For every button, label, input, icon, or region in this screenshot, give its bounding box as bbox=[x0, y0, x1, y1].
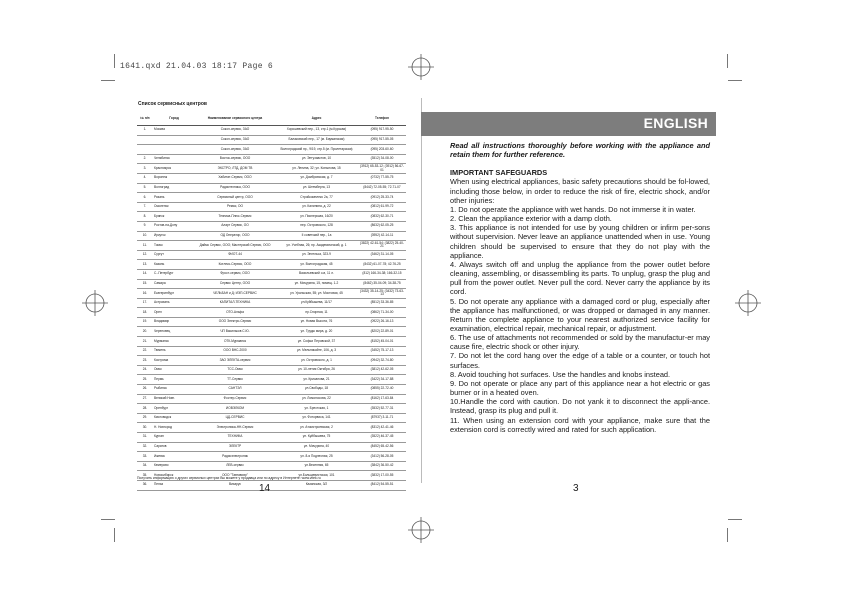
table-cell: ЧЕЛЬБАН и Д; ИЭП-СЕРВИС bbox=[195, 289, 275, 299]
table-cell: Тюмень bbox=[153, 346, 195, 356]
table-row bbox=[137, 385, 406, 395]
table-row bbox=[137, 423, 406, 433]
table-row bbox=[137, 202, 406, 212]
table-cell: Сервисный центр, ООО bbox=[195, 193, 275, 203]
table-cell: Великий Новг. bbox=[153, 394, 195, 404]
table-cell: Сокол-сервис, ЗАО bbox=[195, 126, 275, 136]
table-cell: 1. bbox=[137, 126, 153, 136]
table-cell: Брянск bbox=[153, 212, 195, 222]
table-cell: 2. bbox=[137, 154, 153, 164]
table-cell: ЧП Васильков С.Ю. bbox=[195, 327, 275, 337]
table-cell: ул. Ломоносова, 22 bbox=[275, 394, 358, 404]
table-cell: Сокол-сервис, ЗАО bbox=[195, 135, 275, 145]
table-cell: 22. bbox=[137, 346, 153, 356]
table-cell: САНТЭЛ bbox=[195, 385, 275, 395]
table-row bbox=[137, 126, 406, 136]
table-cell: Васильевский о-в, 11 л. bbox=[275, 269, 358, 279]
table-row bbox=[137, 298, 406, 308]
table-cell: Владимир bbox=[153, 317, 195, 327]
table-cell: Визарус bbox=[195, 480, 275, 490]
table-row bbox=[137, 337, 406, 347]
table-cell: Радиоэлектроник bbox=[195, 452, 275, 462]
registration-mark-bottom-icon bbox=[408, 517, 434, 543]
safeguard-item: 6. The use of attachments not recommended or sold by the manufactur-er may cause fire, electric shock or other injury. bbox=[450, 333, 710, 352]
table-cell: 14. bbox=[137, 269, 153, 279]
table-cell: ЭКСТРО, ЛТД, ДОМ ТВ bbox=[195, 164, 275, 174]
table-cell: ул. Уральская, 55; ул. Мостовая, 45 bbox=[275, 289, 358, 299]
language-label: ENGLISH bbox=[643, 115, 708, 131]
page-number-left: 14 bbox=[259, 483, 271, 494]
service-centers-table bbox=[137, 113, 406, 491]
safeguard-item: 4. Always switch off and unplug the appliance from the power outlet before cleaning, assembling, or disassembling its parts. To unplug, grasp the plug and pull from the power outlet. Never pull the cord. Never carry the appliance by its cord. bbox=[450, 259, 710, 297]
safeguards-heading: IMPORTANT SAFEGUARDS bbox=[450, 168, 548, 178]
table-cell: (8512) 33-36-85 bbox=[358, 298, 406, 308]
column-header: Наименование сервисного центра bbox=[195, 113, 275, 126]
table-cell: 31. bbox=[137, 433, 153, 443]
table-cell: (8432) 61-07-78; 42-76-25 bbox=[358, 260, 406, 270]
table-body bbox=[137, 126, 406, 491]
table-cell: Новосибирск bbox=[153, 471, 195, 481]
table-cell: Смоленск bbox=[153, 202, 195, 212]
table-cell: ул. Фоторвиса, 141 bbox=[275, 413, 358, 423]
safeguards-intro: When using electrical appliances, basic safety precautions should be fol-lowed, including those below, in order to reduce the risk of fire, electric shock, and/or other injuries: bbox=[450, 177, 710, 205]
table-cell: ООО Электро-Сервис bbox=[195, 317, 275, 327]
table-cell: ул. Труды мира, д. 20 bbox=[275, 327, 358, 337]
table-cell: 10. bbox=[137, 231, 153, 241]
table-cell: ул. Мельникайте, 106, д. 3 bbox=[275, 346, 358, 356]
safeguard-item: 8. Avoid touching hot surfaces. Use the handles and knobs instead. bbox=[450, 369, 671, 379]
table-row bbox=[137, 346, 406, 356]
table-cell: Радиотехника, ООО bbox=[195, 183, 275, 193]
table-row bbox=[137, 145, 406, 155]
table-cell: Москва bbox=[153, 126, 195, 136]
safeguard-item: 5. Do not operate any appliance with a damaged cord or plug, especially after the appliance has malfunctioned, or was dropped or damaged in any manner. Return the complete appliance to your nearest authorized service facility for examination, electrical repair, mechanical repair, or adjustment. bbox=[450, 296, 710, 333]
table-cell: 13. bbox=[137, 260, 153, 270]
table-cell: Электроника-НН-Cервис bbox=[195, 423, 275, 433]
table-cell bbox=[153, 135, 195, 145]
table-cell: ул.Свободы, 18 bbox=[275, 385, 358, 395]
table-cell: Фостер-Сервис bbox=[195, 394, 275, 404]
table-cell: 11. bbox=[137, 241, 153, 251]
safeguard-item: 11. When using an extension cord with your appliance, make sure that the extension cord is correctly wired and rated for such application. bbox=[450, 415, 710, 434]
table-cell: ул. Пионерская, 16/20 bbox=[275, 212, 358, 222]
table-row bbox=[137, 241, 406, 251]
table-cell: ЛЕВ-сервис bbox=[195, 461, 275, 471]
table-cell: ул. Крисанова, 21 bbox=[275, 375, 358, 385]
table-cell: (8452) 65-42-56 bbox=[358, 442, 406, 452]
table-cell: (8162) 17-63-84 bbox=[358, 394, 406, 404]
table-cell: 17. bbox=[137, 298, 153, 308]
table-cell: Челябинск bbox=[153, 154, 195, 164]
table-cell: (3512) 34-08-00 bbox=[358, 154, 406, 164]
page-divider bbox=[421, 98, 422, 483]
table-cell: Томск bbox=[153, 241, 195, 251]
table-row bbox=[137, 164, 406, 174]
table-cell: Хорошевский пер., 13, стр.1 (м.Курская) bbox=[275, 126, 358, 136]
table-cell: ул. Учебная, 26; пр. Академический, д. 1 bbox=[275, 241, 358, 251]
table-row bbox=[137, 173, 406, 183]
table-cell: Омск bbox=[153, 365, 195, 375]
table-row bbox=[137, 327, 406, 337]
table-cell: (3522) 46-37-45 bbox=[358, 433, 406, 443]
table-row bbox=[137, 317, 406, 327]
print-slug: 1641.qxd 21.04.03 18:17 Page 6 bbox=[120, 62, 274, 71]
table-cell: (0832) 62-30-71 bbox=[358, 212, 406, 222]
table-cell: (8632) 62-05-25 bbox=[358, 221, 406, 231]
table-cell: Казань bbox=[153, 260, 195, 270]
table-cell: 25. bbox=[137, 375, 153, 385]
intro-notice: Read all instructions thoroughly before working with the appliance and retain them for further reference. bbox=[450, 141, 710, 160]
table-cell: Котлекс-Сервис, ООО bbox=[195, 260, 275, 270]
table-cell: (8202) 22-89-01 bbox=[358, 327, 406, 337]
table-cell: Ижевск bbox=[153, 452, 195, 462]
table-cell: (87937) 3-11-71 bbox=[358, 413, 406, 423]
table-cell: 7. bbox=[137, 202, 153, 212]
table-cell: (3842) 36-50-42 bbox=[358, 461, 406, 471]
table-cell: ул.Весенняя, 65 bbox=[275, 461, 358, 471]
table-row bbox=[137, 365, 406, 375]
table-cell: ТСС-Омск bbox=[195, 365, 275, 375]
table-cell: ул. Энгельса, 323-9 bbox=[275, 250, 358, 260]
table-cell: (095) 917-95-50 bbox=[358, 126, 406, 136]
table-cell: Фрост-сервис, ООО bbox=[195, 269, 275, 279]
registration-mark-top-icon bbox=[408, 54, 434, 80]
table-cell: (3832) 17-00-55 bbox=[358, 471, 406, 481]
table-cell: пер. Островского, 128 bbox=[275, 221, 358, 231]
table-cell: ул. Брестская, 1 bbox=[275, 404, 358, 414]
table-cell: ОТО-Альфа bbox=[195, 308, 275, 318]
table-cell: 28. bbox=[137, 404, 153, 414]
table-cell bbox=[137, 145, 153, 155]
table-cell: Волгоградский пр., 9/19, стр.5 (м. Пролетарская) bbox=[275, 145, 358, 155]
table-cell: Астрахань bbox=[153, 298, 195, 308]
table-cell: Стройкомплекс 2а, 77 bbox=[275, 193, 358, 203]
table-cell: Орел bbox=[153, 308, 195, 318]
table-cell: 6. bbox=[137, 193, 153, 203]
table-cell: 3. bbox=[137, 164, 153, 174]
table-cell: ул. Новая Высота, 76 bbox=[275, 317, 358, 327]
table-cell: Пермь bbox=[153, 375, 195, 385]
table-cell: 15. bbox=[137, 279, 153, 289]
table-cell: (0922) 26-16-13 bbox=[358, 317, 406, 327]
table-cell: Аларт Сервис, ОО bbox=[195, 221, 275, 231]
table-cell: 16. bbox=[137, 289, 153, 299]
safeguard-item: 10.Handle the cord with caution. Do not yank it to disconnect the appli-ance. Instead, grasp its plug and pull it. bbox=[450, 397, 710, 416]
table-cell: ул. Атомстроевская, 2 bbox=[275, 423, 358, 433]
table-cell: Кисловодск bbox=[153, 413, 195, 423]
table-cell: ул. 10-летия Октября, 26 bbox=[275, 365, 358, 375]
table-cell: пр.Спорная, 11 bbox=[275, 308, 358, 318]
table-cell: ул. Домбровская, д. 7 bbox=[275, 173, 358, 183]
safeguard-item: 9. Do not operate or place any part of this appliance near a hot electric or gas burner or in a heated oven. bbox=[450, 378, 710, 398]
table-cell: Кемерово bbox=[153, 461, 195, 471]
table-cell: Техника-Плюс-Сервис bbox=[195, 212, 275, 222]
table-cell: (8462) 35-04-09; 34-38-75 bbox=[358, 279, 406, 289]
table-cell: 24. bbox=[137, 365, 153, 375]
instructions-content bbox=[450, 141, 710, 434]
table-row bbox=[137, 452, 406, 462]
table-cell: (0812) 61-99-72 bbox=[358, 202, 406, 212]
table-cell: 36. bbox=[137, 480, 153, 490]
table-row bbox=[137, 308, 406, 318]
table-cell: Сокол-сервис, ЗАО bbox=[195, 145, 275, 155]
table-cell: 30. bbox=[137, 423, 153, 433]
service-list-title: Список сервисных центров bbox=[138, 101, 207, 107]
table-cell: Екатеринбург bbox=[153, 289, 195, 299]
table-cell: ул. Куйбышева, 75 bbox=[275, 433, 358, 443]
table-cell: Пенза bbox=[153, 480, 195, 490]
table-cell: 23. bbox=[137, 356, 153, 366]
safeguard-item: 2. Clean the appliance exterior with a damp cloth. bbox=[450, 214, 612, 224]
table-cell: ЦД-СЕРВИС bbox=[195, 413, 275, 423]
table-cell: 33. bbox=[137, 452, 153, 462]
table-cell: ЭЛЕКТР bbox=[195, 442, 275, 452]
table-cell: (8442) 72-05-55; 72-71-07 bbox=[358, 183, 406, 193]
table-row bbox=[137, 154, 406, 164]
table-cell: (3912) 65-53-12; (3912) 56-67-01 bbox=[358, 164, 406, 174]
table-cell: ул. Мичурина, 15, помещ. 1-2 bbox=[275, 279, 358, 289]
table-cell: ТТ-Сервис bbox=[195, 375, 275, 385]
table-cell: С.-Петербург bbox=[153, 269, 195, 279]
table-cell: Красноярск bbox=[153, 164, 195, 174]
table-cell: (3952) 42-14-11 bbox=[358, 231, 406, 241]
table-cell: (8412) 54-55-51 bbox=[358, 480, 406, 490]
table-cell: (3532) 52-77-31 bbox=[358, 404, 406, 414]
page-number-right: 3 bbox=[573, 483, 579, 494]
service-list-footnote: Получить информацию о других сервисных центрах Вы можете у продавца или по адресу в Интернете: www.vitek.ru bbox=[137, 476, 321, 480]
table-row bbox=[137, 442, 406, 452]
table-cell: Сервис Центр, ООО bbox=[195, 279, 275, 289]
table-cell: Кострома bbox=[153, 356, 195, 366]
table-cell: ул. Энтузиастов, 10 bbox=[275, 154, 358, 164]
table-cell: 12. bbox=[137, 250, 153, 260]
registration-mark-right-icon bbox=[735, 290, 761, 316]
column-header: № п/п bbox=[137, 113, 153, 126]
table-cell: Балаковский пер., 17 (м. Бауманская) bbox=[275, 135, 358, 145]
language-banner bbox=[421, 112, 716, 136]
table-row bbox=[137, 269, 406, 279]
table-cell: 35. bbox=[137, 471, 153, 481]
table-row bbox=[137, 279, 406, 289]
table-cell: (0942) 32-74-80 bbox=[358, 356, 406, 366]
table-cell: ул. Волгоградская, 45 bbox=[275, 260, 358, 270]
table-cell: 19. bbox=[137, 317, 153, 327]
table-cell: (3432) 35-14-25; (3432) 73-63-13 bbox=[358, 289, 406, 299]
table-cell: Н. Новгород bbox=[153, 423, 195, 433]
table-cell: ул. Мичурина, 40 bbox=[275, 442, 358, 452]
table-cell: (095) 917-55-05 bbox=[358, 135, 406, 145]
table-cell: 21. bbox=[137, 337, 153, 347]
table-cell: Ремас, ОО bbox=[195, 202, 275, 212]
table-cell: Рыбинск bbox=[153, 385, 195, 395]
table-cell: Саратов bbox=[153, 442, 195, 452]
table-cell: (0855) 22-72-40 bbox=[358, 385, 406, 395]
table-cell: II советский пер., 1а bbox=[275, 231, 358, 241]
table-cell: 27. bbox=[137, 394, 153, 404]
table-cell: Мурманск bbox=[153, 337, 195, 347]
table-cell: ООО "Тавтавиэр" bbox=[195, 471, 275, 481]
table-cell: 8. bbox=[137, 212, 153, 222]
table-cell: (0862) 71-34-00 bbox=[358, 308, 406, 318]
column-header: Адрес bbox=[275, 113, 358, 126]
table-row bbox=[137, 135, 406, 145]
table-cell: ФИОТ-44 bbox=[195, 250, 275, 260]
table-cell: (0912) 25-33-74 bbox=[358, 193, 406, 203]
table-cell: Иркутск bbox=[153, 231, 195, 241]
table-cell: (3452) 75-17-13 bbox=[358, 346, 406, 356]
column-header: Город bbox=[153, 113, 195, 126]
table-cell bbox=[153, 145, 195, 155]
table-row bbox=[137, 433, 406, 443]
table-cell: ул. Штемберга, 13 bbox=[275, 183, 358, 193]
table-cell: 4. bbox=[137, 173, 153, 183]
table-row bbox=[137, 480, 406, 490]
table-cell: ул. Калинина, д. 22 bbox=[275, 202, 358, 212]
registration-mark-left-icon bbox=[82, 290, 108, 316]
table-cell: (812) 166-34-38; 166-32-15 bbox=[358, 269, 406, 279]
table-cell: КАПИТАЛ-ТЕХНИКА bbox=[195, 298, 275, 308]
table-cell: Череповец bbox=[153, 327, 195, 337]
table-row bbox=[137, 289, 406, 299]
table-cell: ОД Оператор, ООО bbox=[195, 231, 275, 241]
table-row bbox=[137, 413, 406, 423]
table-row bbox=[137, 461, 406, 471]
table-cell: 29. bbox=[137, 413, 153, 423]
table-cell: ул. Островского, д. 1 bbox=[275, 356, 358, 366]
table-row bbox=[137, 193, 406, 203]
table-cell: Волгоград bbox=[153, 183, 195, 193]
table-cell: Рязань bbox=[153, 193, 195, 203]
table-cell: Сургут bbox=[153, 250, 195, 260]
table-row bbox=[137, 231, 406, 241]
table-cell: Самара bbox=[153, 279, 195, 289]
table-cell: 32. bbox=[137, 442, 153, 452]
table-cell: Хабитат-Сервис, ООО bbox=[195, 173, 275, 183]
table-cell: Ростов-на-Дону bbox=[153, 221, 195, 231]
table-cell: ОТК-Мурманск bbox=[195, 337, 275, 347]
table-cell: (3462) 31-14-05 bbox=[358, 250, 406, 260]
table-row bbox=[137, 221, 406, 231]
table-cell: (3812) 42-62-05 bbox=[358, 365, 406, 375]
table-cell: 5. bbox=[137, 183, 153, 193]
table-cell: Даймс Сервис, ООО; Мастерский Сервис, ООО bbox=[195, 241, 275, 251]
table-cell: Восток-сервис, ООО bbox=[195, 154, 275, 164]
table-cell bbox=[137, 135, 153, 145]
table-cell: (3412) 56-28-05 bbox=[358, 452, 406, 462]
column-header: Телефон bbox=[358, 113, 406, 126]
table-cell: ул.Куйбышева, 11/17 bbox=[275, 298, 358, 308]
table-cell: ИОВЭЛКОМ bbox=[195, 404, 275, 414]
safeguard-item: 1. Do not operate the appliance with wet hands. Do not immerse it in water. bbox=[450, 204, 696, 214]
table-cell: (0732) 77-55-75 bbox=[358, 173, 406, 183]
table-cell: ЗАО ЭЛЕКТА-сервис bbox=[195, 356, 275, 366]
table-cell: ул.Большевистская, 101 bbox=[275, 471, 358, 481]
table-row bbox=[137, 404, 406, 414]
safeguards-list bbox=[450, 177, 710, 433]
table-cell: 34. bbox=[137, 461, 153, 471]
table-cell: (3422) 34-17-88 bbox=[358, 375, 406, 385]
safeguard-item: 3. This appliance is not intended for use by young children or infirm per-sons without supervision. Never leave an appliance unattended when in use. Young children should be supervised to ensure that they do not play with the appliance. bbox=[450, 223, 710, 260]
table-row bbox=[137, 250, 406, 260]
table-cell: Воронеж bbox=[153, 173, 195, 183]
table-cell: 20. bbox=[137, 327, 153, 337]
table-row bbox=[137, 394, 406, 404]
table-cell: 9. bbox=[137, 221, 153, 231]
table-cell: ООО ВНС-2000 bbox=[195, 346, 275, 356]
table-row bbox=[137, 183, 406, 193]
table-cell: (8152) 45-04-01 bbox=[358, 337, 406, 347]
table-cell: ул. Софьи Перовской, 37 bbox=[275, 337, 358, 347]
table-row bbox=[137, 375, 406, 385]
table-cell: Оренбург bbox=[153, 404, 195, 414]
table-row bbox=[137, 356, 406, 366]
safeguard-item: 7. Do not let the cord hang over the edge of a table or a counter, or touch hot surfaces. bbox=[450, 351, 710, 370]
table-cell: ул. Ленина, 32; ул. Копылова, 15 bbox=[275, 164, 358, 174]
table-cell: 18. bbox=[137, 308, 153, 318]
table-cell: Казанская, 3/2 bbox=[275, 480, 358, 490]
table-cell: ТЕХНИКА bbox=[195, 433, 275, 443]
table-header-row bbox=[137, 113, 406, 126]
table-row bbox=[137, 212, 406, 222]
table-cell: (8312) 42-41-46 bbox=[358, 423, 406, 433]
table-cell: (095) 203-60-60 bbox=[358, 145, 406, 155]
table-row bbox=[137, 260, 406, 270]
table-cell: ул. 8-я Подлесная, 25 bbox=[275, 452, 358, 462]
table-cell: Курган bbox=[153, 433, 195, 443]
table-cell: 26. bbox=[137, 385, 153, 395]
table-cell: (3822) 42-61-54; (3822) 25-40-21 bbox=[358, 241, 406, 251]
